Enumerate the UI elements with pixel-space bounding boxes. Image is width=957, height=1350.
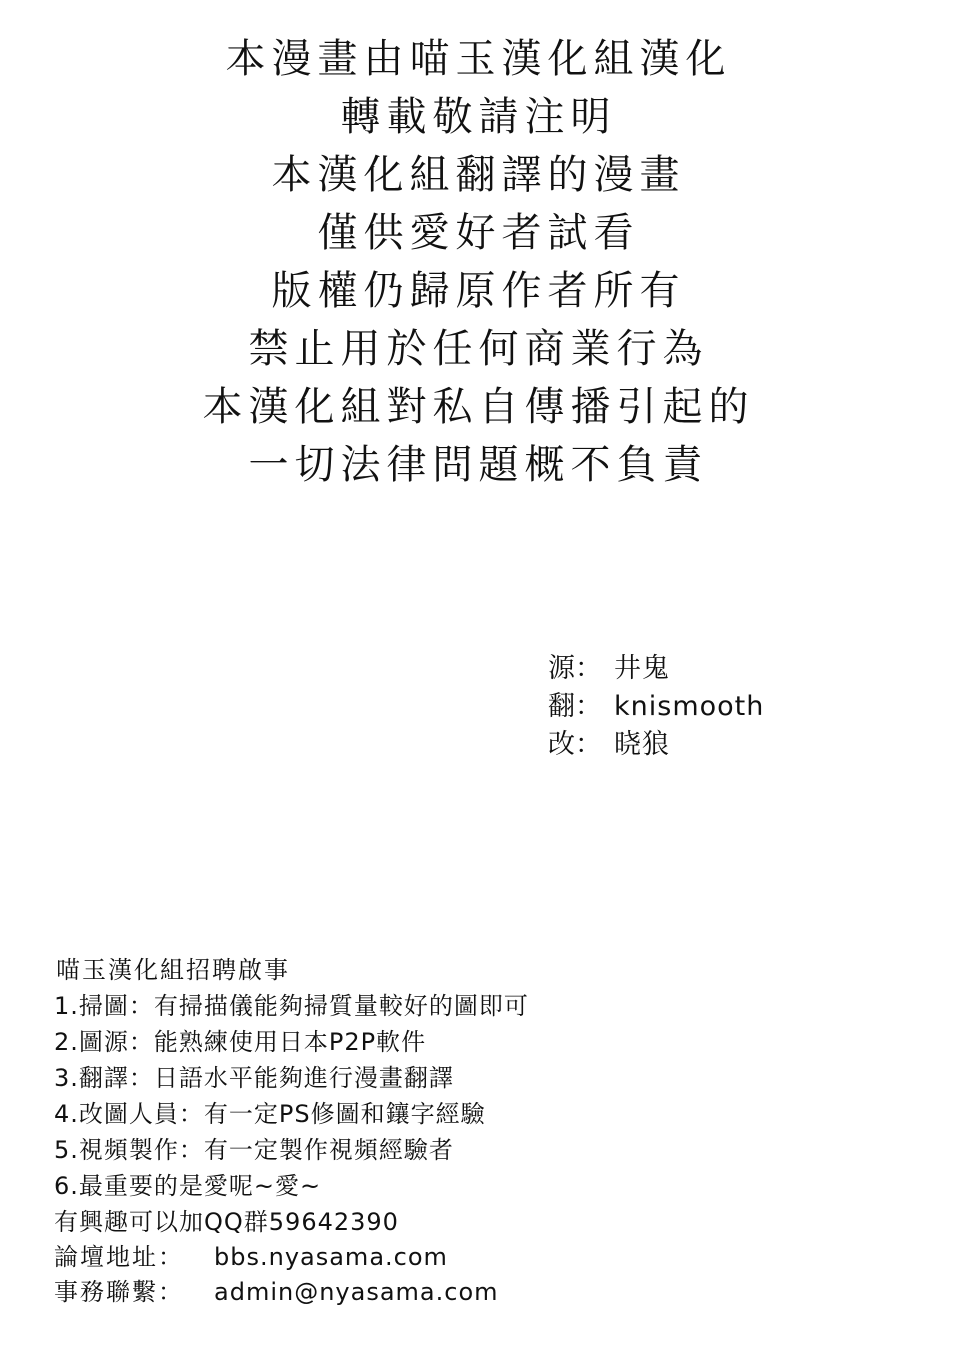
email-label: 事務聯繫： [54,1278,184,1306]
credit-source [548,650,928,688]
notice-line: 一切法律問題概不負責 [248,442,709,488]
notice-line: 本漢化組對私自傳播引起的 [202,384,755,430]
forum-address [54,1240,914,1275]
copyright-notice [0,30,957,494]
email-address: admin@nyasama.com [214,1278,499,1306]
recruitment-title: 喵玉漢化組招聘啟事 [56,956,290,984]
credit-translation [548,688,928,726]
recruitment-item: 3.翻譯：日語水平能夠進行漫畫翻譯 [54,1064,454,1092]
notice-line: 禁止用於任何商業行為 [248,326,709,372]
notice-line: 本漢化組翻譯的漫畫 [271,152,686,198]
credit-value: 晓狼 [614,729,670,760]
notice-line: 轉載敬請注明 [340,94,617,140]
recruitment-item: 4.改圖人員：有一定PS修圖和鑲字經驗 [54,1100,486,1128]
forum-label: 論壇地址： [54,1243,184,1271]
credit-editing [548,726,928,764]
qq-group-line: 有興趣可以加QQ群59642390 [54,1208,399,1236]
credit-value: 井鬼 [614,653,670,684]
recruitment-item: 6.最重要的是愛呢~愛~ [54,1172,322,1200]
staff-credits [548,650,928,764]
forum-url: bbs.nyasama.com [214,1243,448,1271]
notice-line: 僅供愛好者試看 [317,210,640,256]
notice-line: 本漫畫由喵玉漢化組漢化 [225,36,732,82]
contact-email [54,1275,914,1310]
credit-label: 改： [548,729,602,760]
recruitment-item: 2.圖源：能熟練使用日本P2P軟件 [54,1028,427,1056]
credit-label: 翻： [548,691,602,722]
notice-line: 版權仍歸原作者所有 [271,268,686,314]
credit-value: knismooth [614,691,765,722]
recruitment-item: 5.視頻製作：有一定製作視頻經驗者 [54,1136,454,1164]
recruitment-item: 1.掃圖：有掃描儀能夠掃質量較好的圖即可 [54,992,529,1020]
recruitment-notice [54,952,914,1310]
credit-label: 源： [548,653,602,684]
